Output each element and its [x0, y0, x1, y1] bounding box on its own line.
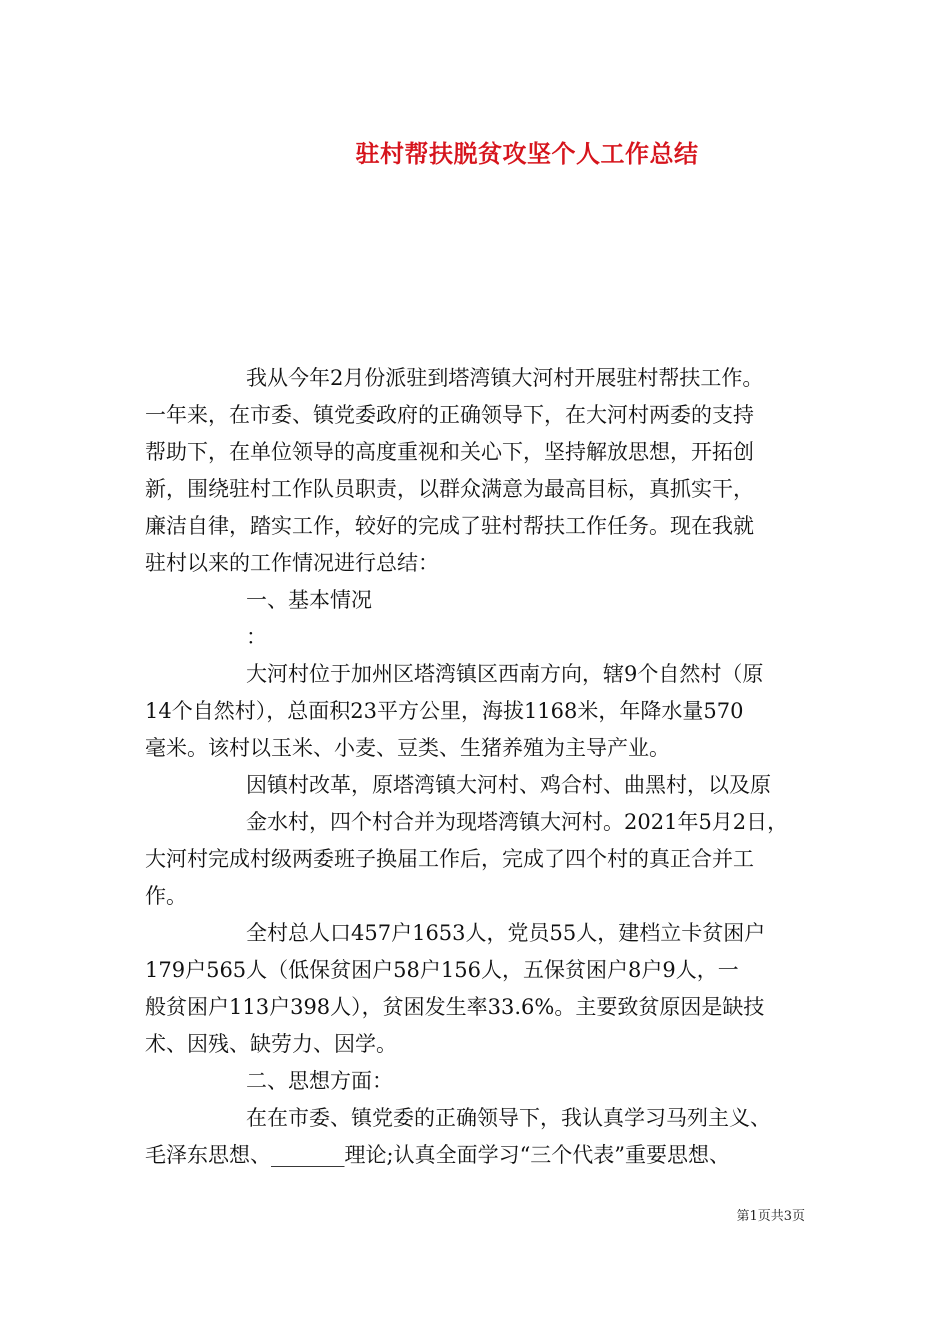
- body-line: 全村总人口457户1653人，党员55人，建档立卡贫困户: [246, 921, 766, 945]
- body-line: 廉洁自律，踏实工作，较好的完成了驻村帮扶工作任务。现在我就: [145, 514, 754, 538]
- body-line: 般贫困户113户398人），贫困发生率33.6%。主要致贫原因是缺技: [145, 995, 765, 1019]
- body-line: 毛泽东思想、_______理论;认真全面学习“三个代表”重要思想、: [145, 1143, 731, 1167]
- body-line: 金水村，四个村合并为现塔湾镇大河村。2021年5月2日，: [246, 810, 789, 834]
- document-title: 驻村帮扶脱贫攻坚个人工作总结: [355, 140, 699, 168]
- body-line: 我从今年2月份派驻到塔湾镇大河村开展驻村帮扶工作。: [246, 366, 764, 390]
- body-line: 驻村以来的工作情况进行总结：: [145, 551, 439, 575]
- body-line: 大河村位于加州区塔湾镇区西南方向，辖9个自然村（原: [246, 662, 764, 686]
- body-line: 新，围绕驻村工作队员职责，以群众满意为最高目标，真抓实干，: [145, 477, 754, 501]
- body-line: ：: [246, 625, 267, 649]
- body-line: 大河村完成村级两委班子换届工作后，完成了四个村的真正合并工: [145, 847, 754, 871]
- body-line: 作。: [145, 884, 187, 908]
- body-line: 一年来，在市委、镇党委政府的正确领导下，在大河村两委的支持: [145, 403, 754, 427]
- body-line: 因镇村改革，原塔湾镇大河村、鸡合村、曲黑村，以及原: [246, 773, 771, 797]
- page-number: 第1页共3页: [736, 1209, 805, 1224]
- body-line: 在在市委、镇党委的正确领导下，我认真学习马列主义、: [246, 1106, 771, 1130]
- body-line: 术、因残、缺劳力、因学。: [145, 1032, 397, 1056]
- section-heading: 二、思想方面：: [246, 1069, 393, 1093]
- body-line: 14个自然村），总面积23平方公里，海拔1168米，年降水量570: [145, 699, 744, 723]
- body-line: 毫米。该村以玉米、小麦、豆类、生猪养殖为主导产业。: [145, 736, 670, 760]
- body-line: 帮助下，在单位领导的高度重视和关心下，坚持解放思想，开拓创: [145, 440, 754, 464]
- section-heading: 一、基本情况: [246, 588, 372, 612]
- body-line: 179户565人（低保贫困户58户156人，五保贫困户8户9人，一: [145, 958, 739, 982]
